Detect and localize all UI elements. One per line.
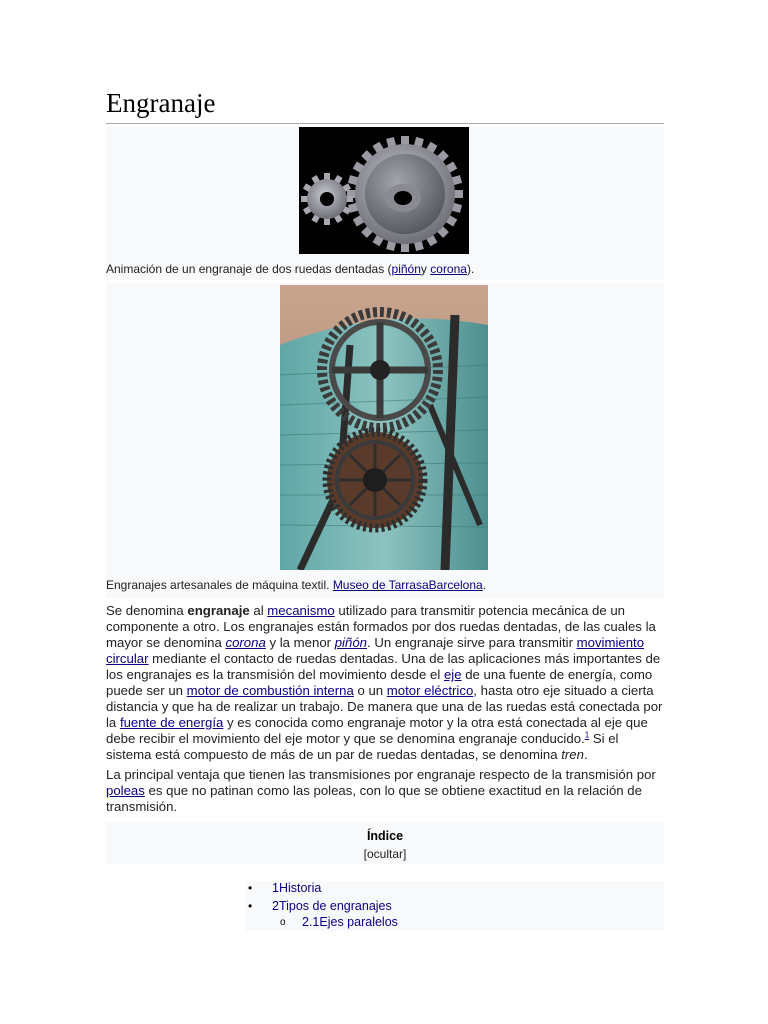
- intro-paragraph: Se denomina engranaje al mecanismo utilizado para transmitir potencia mecánica de un componente a otro. Los engranajes están formados por dos ruedas dentadas, de las cuales la mayor se denomina corona y la menor piñón. Un engranaje sirve para transmitir movimiento circular mediante el contacto de ruedas dentadas. Una de las aplicaciones más importantes de los engranajes es la transmisión del movimiento desde el eje de una fuente de energía, como puede ser un motor de combustión interna o un motor eléctrico, hasta otro eje situado a cierta distancia y que ha de realizar un trabajo. De manera que una de las ruedas está conectada por la fuente de energía y es conocida como engranaje motor y la otra está conectada al eje que debe recibir el movimiento del eje motor y que se denomina engranaje conducido.$^1$ Si el sistema está compuesto de más de un par de ruedas dentadas, se denomina tren.: [106, 603, 663, 762]
- link-movimiento-circular[interactable]: movimiento circular: [106, 635, 645, 666]
- toc-title: Índice: [366, 829, 404, 843]
- figure-caption-gear-animation: Animación de un engranaje de dos ruedas dentadas (piñóny corona).: [106, 262, 475, 276]
- reference-link[interactable]: 1: [584, 730, 590, 740]
- link-corona-italic[interactable]: corona: [225, 635, 266, 650]
- italic-term-tren: tren: [561, 747, 584, 762]
- link-pinon-italic[interactable]: piñón: [334, 635, 367, 650]
- link-eje[interactable]: eje: [443, 667, 462, 682]
- toc-header: [106, 822, 664, 864]
- figure-caption-textile-gears: Engranajes artesanales de máquina textil. Museo de TarrasaBarcelona.: [106, 578, 487, 592]
- page-title: Engranaje: [106, 88, 216, 118]
- toc-list: • 1Historia • 2Tipos de engranajes o 2.1Ejes paralelos: [246, 881, 664, 931]
- gear-animation-image[interactable]: [299, 127, 469, 254]
- bullet-icon: o: [280, 917, 286, 928]
- title-divider: [106, 123, 664, 124]
- link-museo-tarrasa[interactable]: Museo de TarrasaBarcelona: [332, 578, 483, 592]
- bullet-icon: •: [248, 881, 253, 895]
- link-motor-combustion[interactable]: motor de combustión interna: [186, 683, 354, 698]
- link-poleas[interactable]: poleas: [106, 783, 145, 798]
- advantage-paragraph: La principal ventaja que tienen las transmisiones por engranaje respecto de la transmisión por poleas es que no patinan como las poleas, con lo que se obtiene exactitud en la relación de transmisión.: [106, 767, 656, 814]
- bold-term-engranaje: engranaje: [187, 603, 250, 618]
- link-mecanismo[interactable]: mecanismo: [267, 603, 335, 618]
- link-fuente-energia[interactable]: fuente de energía: [119, 715, 224, 730]
- link-pinon[interactable]: piñón: [391, 262, 421, 276]
- link-motor-electrico[interactable]: motor eléctrico: [386, 683, 474, 698]
- link-corona[interactable]: corona: [430, 262, 467, 276]
- toc-hide-link[interactable]: ocultar: [366, 847, 404, 861]
- bullet-icon: •: [248, 899, 253, 913]
- toc-toggle[interactable]: [ocultar]: [363, 847, 407, 861]
- textile-machine-gears-image[interactable]: [280, 285, 488, 570]
